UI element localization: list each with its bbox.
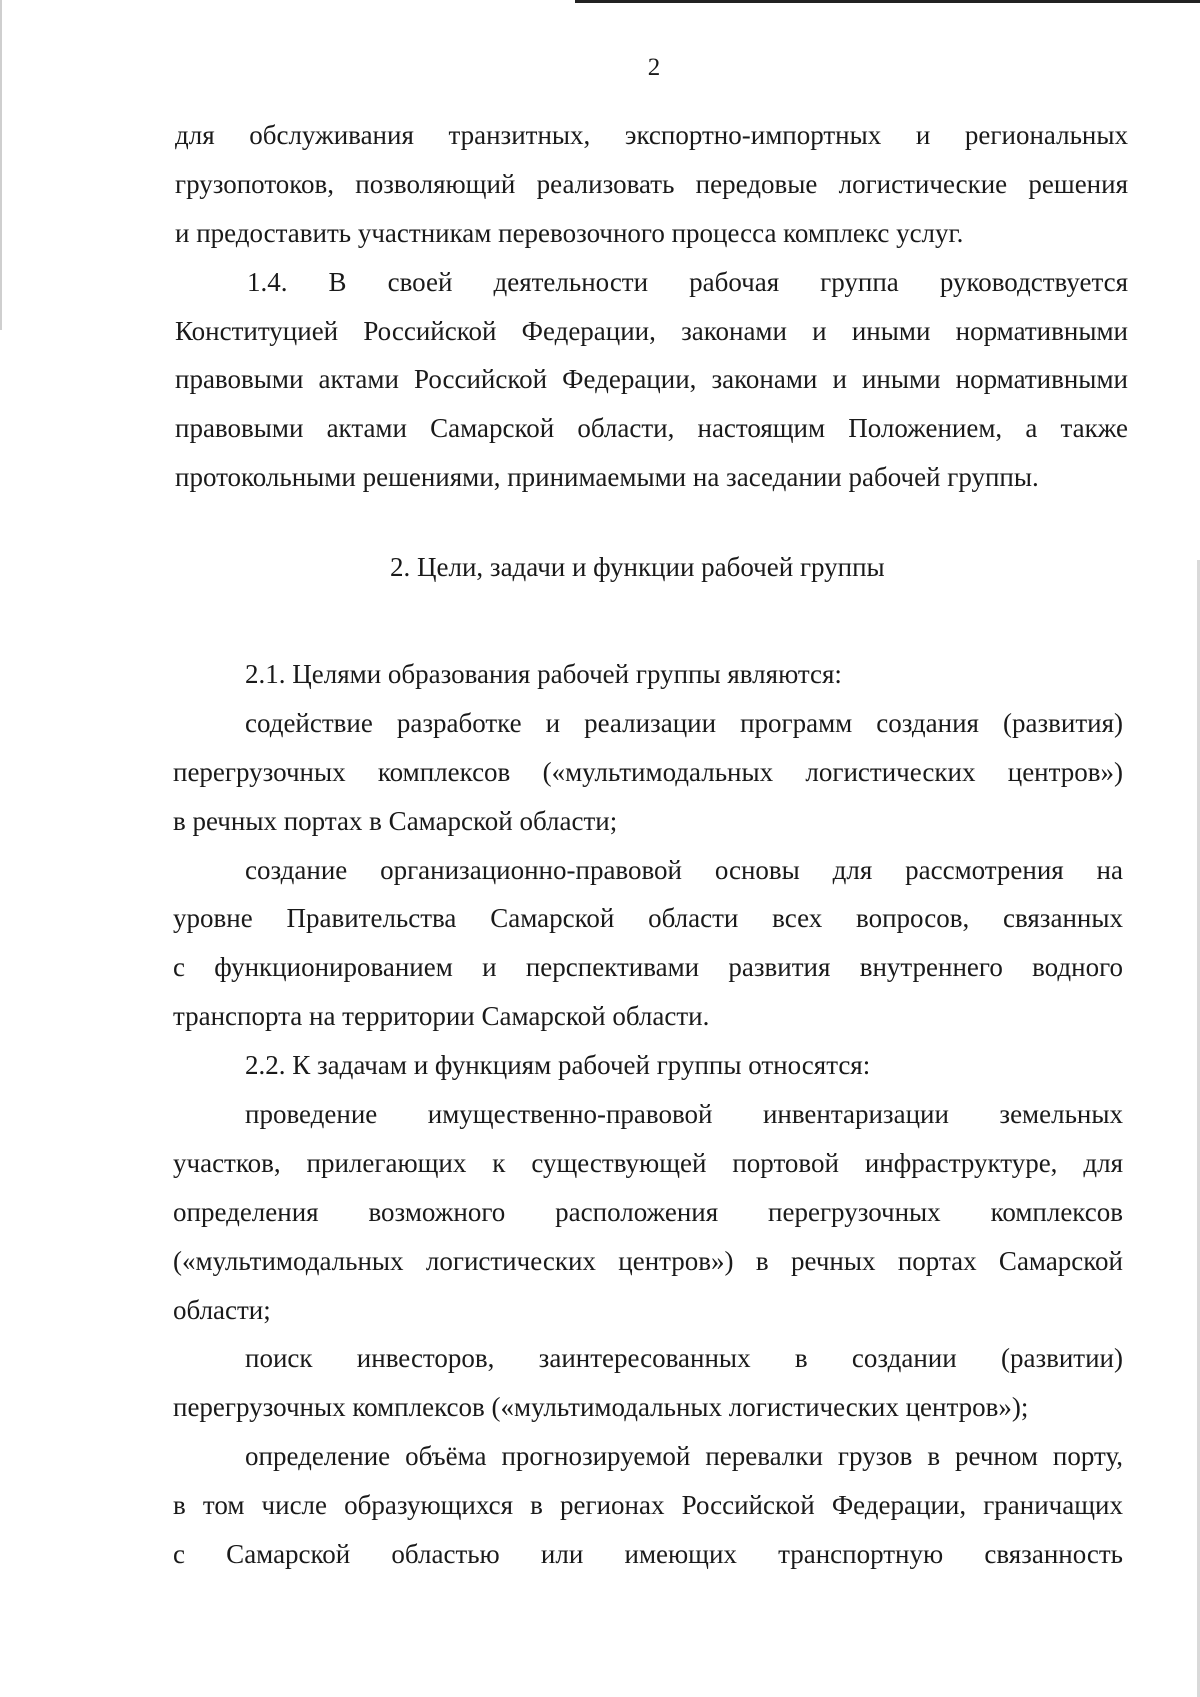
text-line: содействие разработке и реализации программ создания (развития) [245, 707, 1123, 738]
text-line: с функционированием и перспективами развития внутреннего водного [173, 952, 1123, 983]
scan-border-top [575, 0, 1200, 3]
text-line: грузопотоков, позволяющий реализовать передовые логистические решения [175, 168, 1128, 199]
text-line: участков, прилегающих к существующей портовой инфраструктуре, для [173, 1147, 1123, 1178]
text-line: определение объёма прогнозируемой перевалки грузов в речном порту, [245, 1441, 1123, 1472]
paragraph-block-1 [175, 111, 1128, 502]
text-line: с Самарской областью или имеющих транспортную связанность [173, 1539, 1123, 1570]
text-line: области; [173, 1294, 271, 1325]
text-line: в том числе образующихся в регионах Российской Федерации, граничащих [173, 1490, 1123, 1521]
text-line: протокольными решениями, принимаемыми на заседании рабочей группы. [175, 462, 1039, 493]
text-line: 2.2. К задачам и функциям рабочей группы относятся: [245, 1050, 871, 1081]
text-line: и предоставить участникам перевозочного процесса комплекс услуг. [175, 217, 964, 248]
text-line: транспорта на территории Самарской области. [173, 1001, 710, 1032]
text-line: уровне Правительства Самарской области всех вопросов, связанных [173, 903, 1123, 934]
paragraph-block-2 [173, 650, 1123, 1579]
text-line: поиск инвесторов, заинтересованных в создании (развитии) [245, 1343, 1123, 1374]
text-line: 2.1. Целями образования рабочей группы являются: [245, 659, 842, 689]
text-line: 1.4. В своей деятельности рабочая группа руководствуется [247, 266, 1128, 297]
text-line: Конституцией Российской Федерации, законами и иными нормативными [175, 315, 1128, 346]
section-heading: 2. Цели, задачи и функции рабочей группы [390, 552, 885, 582]
text-line: перегрузочных комплексов («мультимодальных логистических центров») [173, 756, 1123, 787]
text-line: правовыми актами Самарской области, настоящим Положением, а также [175, 413, 1128, 444]
scan-edge-left [0, 0, 2, 330]
text-line: определения возможного расположения перегрузочных комплексов [173, 1196, 1123, 1227]
page-number: 2 [647, 54, 661, 81]
text-line: создание организационно-правовой основы для рассмотрения на [245, 854, 1123, 885]
text-line: в речных портах в Самарской области; [173, 805, 618, 836]
text-line: правовыми актами Российской Федерации, законами и иными нормативными [175, 364, 1128, 395]
text-line: («мультимодальных логистических центров») в речных портах Самарской [173, 1245, 1123, 1276]
text-line: проведение имущественно-правовой инвентаризации земельных [245, 1099, 1123, 1130]
text-line: для обслуживания транзитных, экспортно-импортных и региональных [175, 120, 1128, 150]
text-line: перегрузочных комплексов («мультимодальных логистических центров»); [173, 1392, 1029, 1423]
